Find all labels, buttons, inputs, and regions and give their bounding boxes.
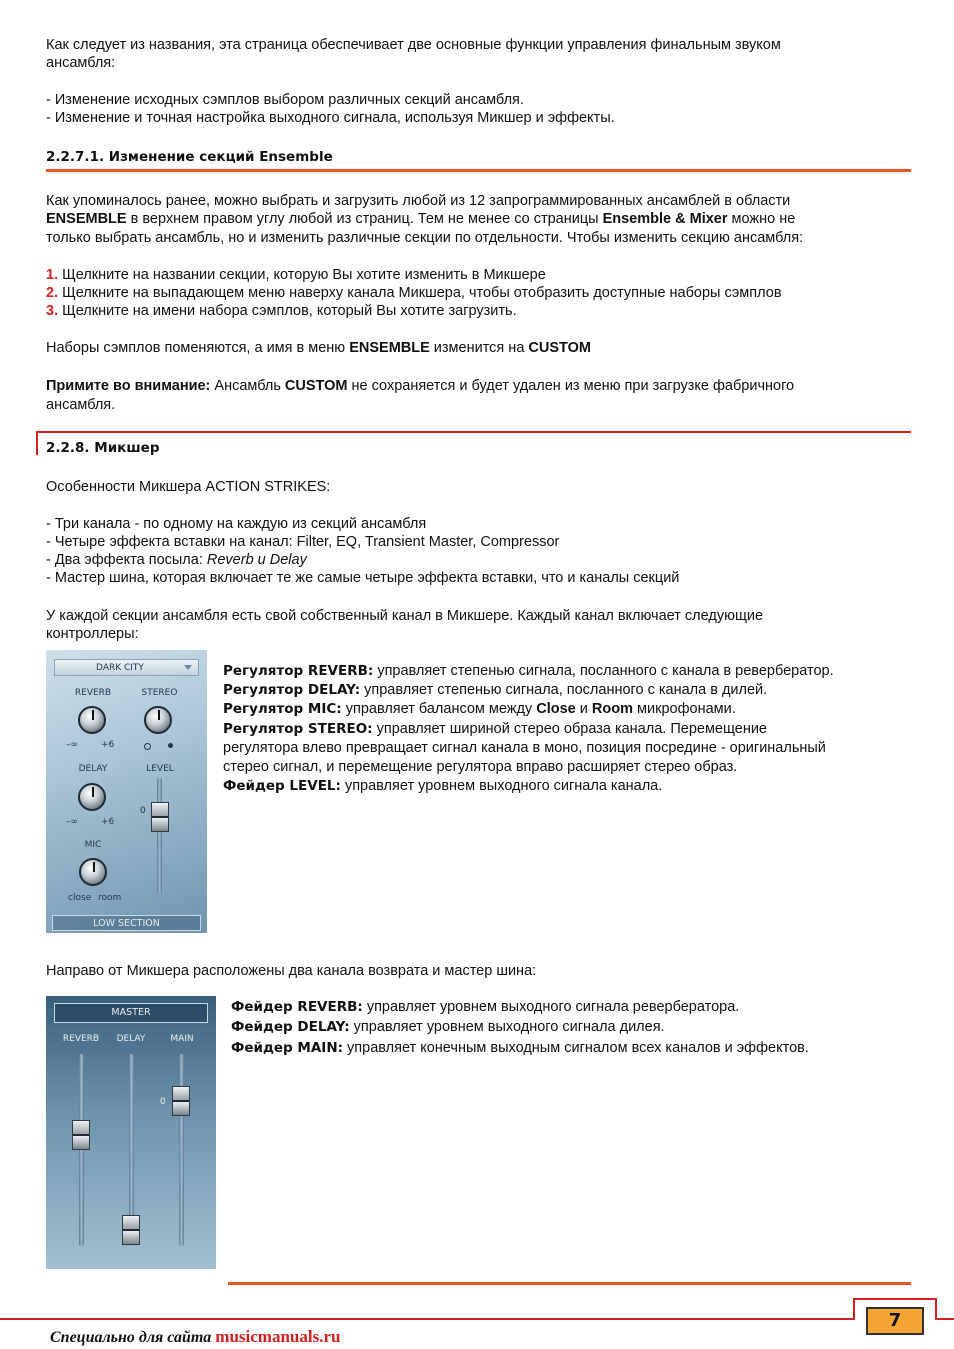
paragraph-line: контроллеры: bbox=[46, 626, 139, 642]
footer-red-rule bbox=[853, 1298, 855, 1320]
paragraph-line: У каждой секции ансамбля есть свой собственный канал в Микшере. Каждый канал включает следующие bbox=[46, 608, 764, 624]
reverb-knob bbox=[78, 706, 106, 734]
min-label: –∞ bbox=[66, 817, 78, 827]
chevron-down-icon bbox=[184, 665, 192, 670]
step-text: Щелкните на имени набора сэмплов, который Вы хотите загрузить. bbox=[58, 303, 517, 319]
preset-name: DARK CITY bbox=[96, 663, 144, 673]
page-number-badge: 7 bbox=[866, 1307, 924, 1335]
fader-text: управляет конечным выходным сигналом всех каналов и эффектов. bbox=[343, 1040, 809, 1056]
note-label: Примите во внимание: bbox=[46, 378, 211, 394]
text: не сохраняется и будет удален из меню при загрузке фабричного bbox=[347, 378, 795, 394]
reverb-fader-track bbox=[79, 1054, 84, 1246]
max-label: +6 bbox=[101, 740, 115, 750]
paragraph-line: Направо от Микшера расположены два канала возврата и мастер шина: bbox=[46, 963, 537, 979]
footer-rule bbox=[228, 1282, 911, 1285]
control-desc bbox=[223, 700, 736, 718]
control-text: управляет степенью сигнала, посланного с канала в дилей. bbox=[360, 682, 768, 698]
master-title: MASTER bbox=[111, 1007, 151, 1018]
intro-bullet: - Изменение исходных сэмплов выбором различных секций ансамбля. bbox=[46, 92, 524, 108]
reverb-fader-cap bbox=[72, 1120, 90, 1150]
control-text: микрофонами. bbox=[633, 701, 736, 717]
close-label: close bbox=[68, 893, 92, 903]
heading-rule bbox=[46, 169, 911, 172]
footer-credit bbox=[50, 1327, 340, 1347]
reverb-label: REVERB bbox=[62, 1034, 100, 1044]
step-number: 3. bbox=[46, 303, 59, 319]
fader-key: Фейдер MAIN: bbox=[231, 1040, 344, 1056]
footer-red-rule bbox=[853, 1298, 937, 1300]
level-label: LEVEL bbox=[146, 764, 174, 774]
level-fader-cap bbox=[151, 802, 169, 832]
level-fader-track bbox=[157, 778, 162, 894]
feature-bullet: - Три канала - по одному на каждую из секций ансамбля bbox=[46, 516, 427, 532]
intro-line: ансамбля: bbox=[46, 55, 116, 71]
control-key: Регулятор MIC: bbox=[223, 701, 342, 717]
control-text: управляет уровнем выходного сигнала канала. bbox=[340, 778, 663, 794]
fader-text: управляет уровнем выходного сигнала ревербератора. bbox=[362, 999, 740, 1015]
step-text: Щелкните на выпадающем меню наверху канала Микшера, чтобы отобразить доступные наборы сэмплов bbox=[58, 285, 782, 301]
stereo-label: STEREO bbox=[141, 688, 178, 698]
section-name-box bbox=[52, 915, 201, 931]
term: CUSTOM bbox=[528, 340, 591, 356]
mono-icon bbox=[144, 743, 151, 750]
paragraph-line bbox=[46, 339, 591, 357]
reverb-label: REVERB bbox=[74, 688, 112, 698]
fader-key: Фейдер REVERB: bbox=[231, 999, 363, 1015]
room-label: room bbox=[98, 893, 122, 903]
preset-dropdown bbox=[54, 659, 199, 676]
term: Ensemble & Mixer bbox=[602, 211, 728, 227]
channel-strip-image bbox=[46, 650, 207, 933]
control-key: Регулятор REVERB: bbox=[223, 663, 374, 679]
main-label: MAIN bbox=[170, 1034, 194, 1044]
term: Close bbox=[536, 701, 576, 717]
note-line bbox=[46, 377, 794, 395]
section-heading: 2.2.7.1. Изменение секций Ensemble bbox=[46, 149, 333, 165]
fader-text: управляет уровнем выходного сигнала дилея. bbox=[349, 1019, 665, 1035]
text: изменится на bbox=[429, 340, 529, 356]
step-item bbox=[46, 284, 782, 302]
text: - Два эффекта посыла: bbox=[46, 552, 207, 568]
fader-desc bbox=[231, 998, 739, 1016]
control-desc bbox=[223, 681, 767, 699]
step-item bbox=[46, 302, 517, 320]
control-text: управляет степенью сигнала, посланного с канала в ревербератор. bbox=[373, 663, 834, 679]
paragraph-line: Как упоминалось ранее, можно выбрать и загрузить любой из 12 запрограммированных ансамблей в области bbox=[46, 193, 791, 209]
control-desc bbox=[223, 777, 662, 795]
term: ENSEMBLE bbox=[46, 211, 127, 227]
zero-label: 0 bbox=[140, 806, 146, 816]
step-number: 1. bbox=[46, 267, 59, 283]
fader-key: Фейдер DELAY: bbox=[231, 1019, 350, 1035]
delay-knob bbox=[78, 783, 106, 811]
term: ENSEMBLE bbox=[349, 340, 430, 356]
delay-label: DELAY bbox=[116, 1034, 146, 1044]
control-key: Регулятор STEREO: bbox=[223, 721, 373, 737]
section-rule-corner bbox=[36, 431, 38, 455]
max-label: +6 bbox=[101, 817, 115, 827]
feature-bullet bbox=[46, 551, 307, 569]
min-label: –∞ bbox=[66, 740, 78, 750]
fader-desc bbox=[231, 1039, 809, 1057]
paragraph-line: Особенности Микшера ACTION STRIKES: bbox=[46, 479, 331, 495]
wide-icon bbox=[168, 743, 173, 748]
footer-red-rule bbox=[935, 1298, 937, 1320]
control-text: и bbox=[575, 701, 592, 717]
control-desc bbox=[223, 720, 767, 738]
delay-fader-cap bbox=[122, 1215, 140, 1245]
control-text: управляет шириной стерео образа канала. Перемещение bbox=[372, 721, 767, 737]
note-line: ансамбля. bbox=[46, 397, 116, 413]
feature-bullet: - Четыре эффекта вставки на канал: Filter, EQ, Transient Master, Compressor bbox=[46, 534, 560, 550]
step-item bbox=[46, 266, 546, 284]
control-key: Регулятор DELAY: bbox=[223, 682, 361, 698]
stereo-knob bbox=[144, 706, 172, 734]
control-desc bbox=[223, 662, 834, 680]
text: в верхнем правом углу любой из страниц. Тем не менее со страницы bbox=[126, 211, 603, 227]
main-fader-track bbox=[179, 1054, 184, 1246]
control-desc: регулятора влево превращает сигнал канала в моно, позиция посредине - оригинальный bbox=[223, 740, 826, 756]
delay-label: DELAY bbox=[78, 764, 108, 774]
zero-label: 0 bbox=[160, 1097, 166, 1107]
mic-label: MIC bbox=[84, 840, 102, 850]
main-fader-cap bbox=[172, 1086, 190, 1116]
credit-prefix: Специально для сайта bbox=[50, 1329, 216, 1346]
step-number: 2. bbox=[46, 285, 59, 301]
paragraph-line bbox=[46, 210, 795, 228]
feature-bullet: - Мастер шина, которая включает те же самые четыре эффекта вставки, что и каналы секций bbox=[46, 570, 680, 586]
term: CUSTOM bbox=[284, 378, 348, 394]
control-text: управляет балансом между bbox=[341, 701, 537, 717]
site-link[interactable]: musicmanuals.ru bbox=[215, 1327, 341, 1346]
text: Наборы сэмплов поменяются, а имя в меню bbox=[46, 340, 350, 356]
control-key: Фейдер LEVEL: bbox=[223, 778, 341, 794]
footer-red-rule bbox=[935, 1318, 954, 1320]
text: можно не bbox=[727, 211, 796, 227]
master-title-box bbox=[54, 1003, 208, 1023]
text: Ансамбль bbox=[210, 378, 285, 394]
master-section-image bbox=[46, 996, 216, 1269]
paragraph-line: только выбрать ансамбль, но и изменить различные секции по отдельности. Чтобы изменить секцию ансамбля: bbox=[46, 230, 804, 246]
intro-line: Как следует из названия, эта страница обеспечивает две основные функции управления финальным звуком bbox=[46, 37, 781, 53]
intro-bullet: - Изменение и точная настройка выходного сигнала, используя Микшер и эффекты. bbox=[46, 110, 615, 126]
italic-text: Reverb и Delay bbox=[206, 552, 307, 568]
section-heading: 2.2.8. Микшер bbox=[46, 440, 160, 456]
footer-red-rule bbox=[0, 1318, 855, 1320]
term: Room bbox=[591, 701, 633, 717]
step-text: Щелкните на названии секции, которую Вы хотите изменить в Микшере bbox=[58, 267, 546, 283]
section-name: LOW SECTION bbox=[93, 918, 160, 929]
section-rule bbox=[36, 431, 911, 433]
fader-desc bbox=[231, 1018, 665, 1036]
mic-knob bbox=[79, 858, 107, 886]
control-desc: стерео сигнал, и перемещение регулятора вправо расширяет стерео образ. bbox=[223, 759, 738, 775]
